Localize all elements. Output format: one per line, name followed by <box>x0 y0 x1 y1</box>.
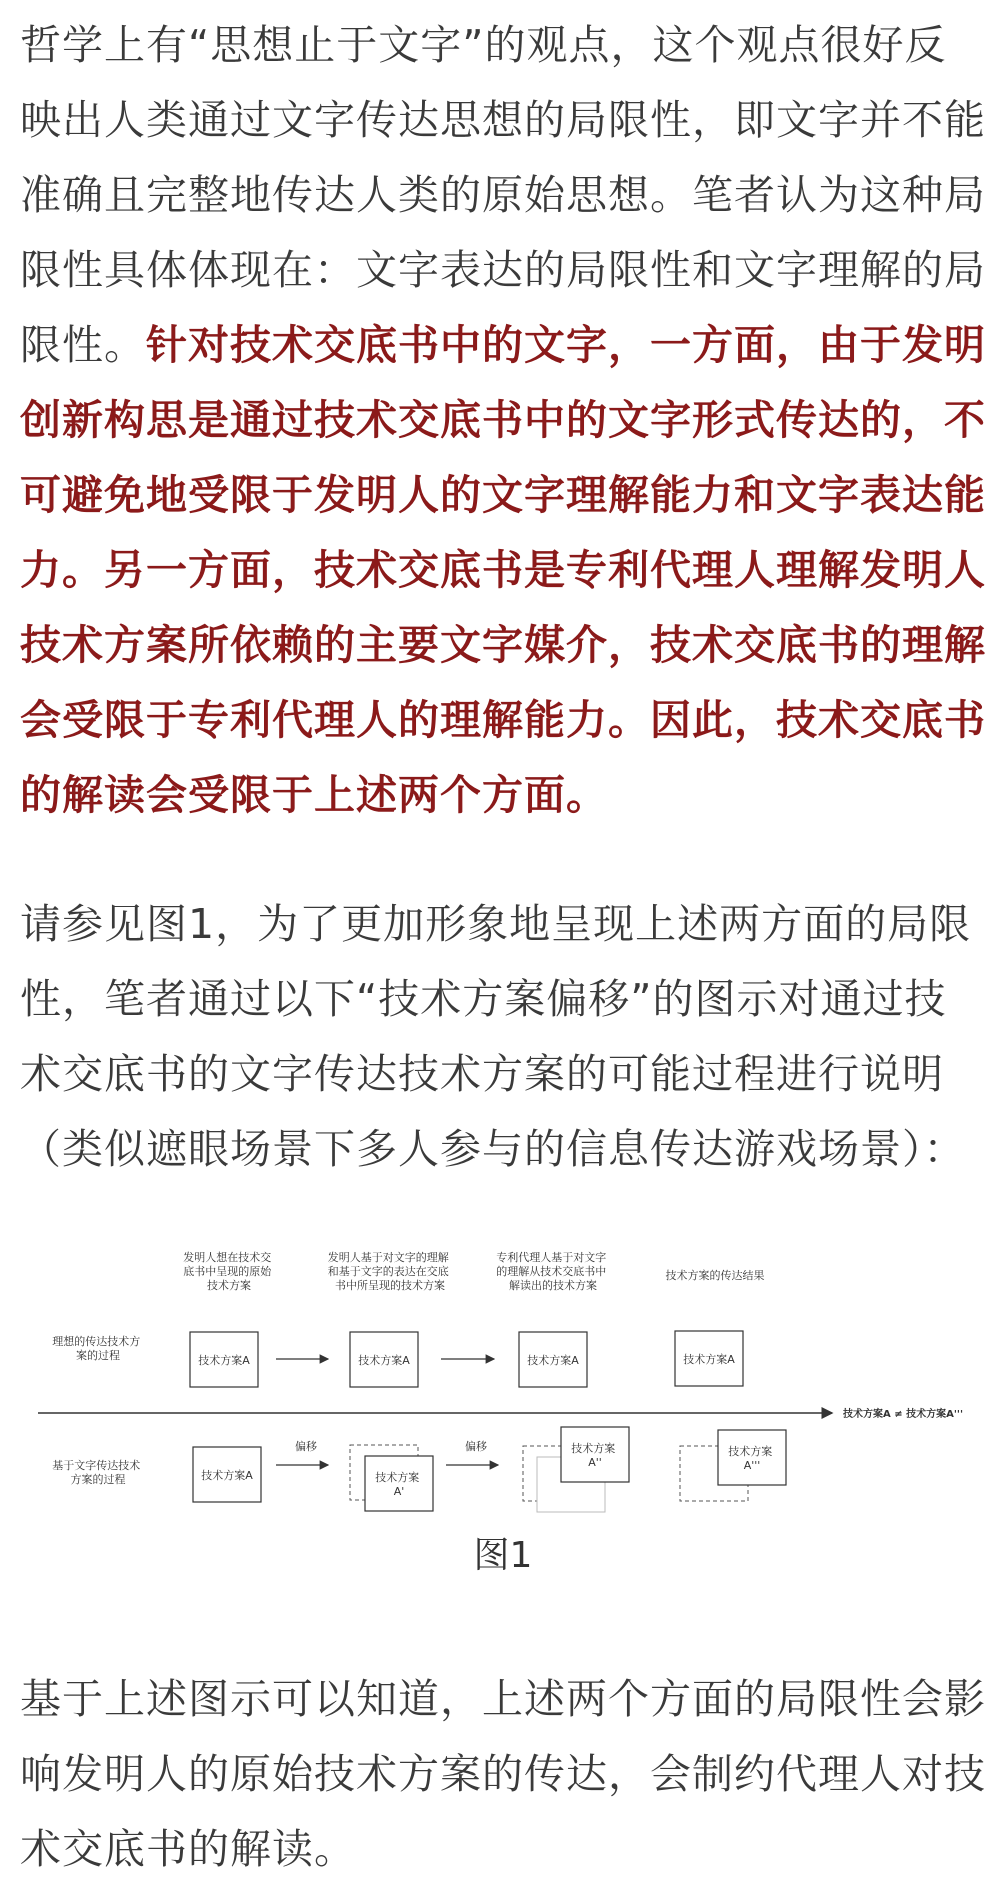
ideal-box-2: 技术方案A <box>358 1354 410 1367</box>
paragraph-limitations <box>20 8 988 833</box>
row-labels <box>52 1334 144 1486</box>
text-box-2: 技术方案 A' <box>375 1471 420 1498</box>
text-box-1: 技术方案A <box>201 1469 253 1482</box>
column-header-2: 发明人基于对文字的理解 和基于文字的表达在交底 书中所呈现的技术方案 <box>327 1251 449 1292</box>
text-based-row <box>193 1427 786 1512</box>
column-header-3: 专利代理人基于对文字 的理解从技术交底书中 解读出的技术方案 <box>496 1251 607 1292</box>
row-label-ideal: 理想的传达技术方 案的过程 <box>52 1335 141 1362</box>
column-headers <box>183 1250 764 1292</box>
column-header-1: 发明人想在技术交 底书中呈现的原始 技术方案 <box>183 1251 272 1292</box>
paragraph-limitations-normal: 哲学上有“思想止于文字”的观点，这个观点很好反映出人类通过文字传达思想的局限性，即文字并不能准确且完整地传达人类的原始思想。笔者认为这种局限性具体体现在：文字表达的局限性和文字理解的局限性。 <box>20 21 986 369</box>
ideal-box-4: 技术方案A <box>683 1353 735 1366</box>
figure-caption: 图1 <box>473 1535 533 1576</box>
ideal-box-1: 技术方案A <box>198 1354 250 1367</box>
axis-result-label: 技术方案A ≠ 技术方案A''' <box>843 1409 964 1420</box>
shift-label-2: 偏移 <box>465 1440 487 1453</box>
paragraph-conclusion: 基于上述图示可以知道，上述两个方面的局限性会影响发明人的原始技术方案的传达，会制约代理人对技术交底书的解读。 <box>20 1675 986 1873</box>
shift-label-1: 偏移 <box>295 1440 317 1453</box>
ideal-row <box>190 1331 743 1387</box>
text-box-3: 技术方案 A'' <box>571 1442 616 1469</box>
technical-solution-shift-diagram <box>0 1245 1006 1575</box>
text-box-4: 技术方案 A''' <box>728 1445 773 1472</box>
figure-1 <box>0 1245 1006 1575</box>
paragraph-figure-intro: 请参见图1，为了更加形象地呈现上述两方面的局限性，笔者通过以下“技术方案偏移”的图示对通过技术交底书的文字传达技术方案的可能过程进行说明（类似遮眼场景下多人参与的信息传达游戏场景）： <box>20 900 972 1173</box>
row-label-text-based: 基于文字传达技术 方案的过程 <box>52 1459 141 1486</box>
column-header-4: 技术方案的传达结果 <box>665 1269 765 1282</box>
ideal-box-3: 技术方案A <box>527 1354 579 1367</box>
paragraph-limitations-emphasis: 针对技术交底书中的文字，一方面，由于发明创新构思是通过技术交底书中的文字形式传达的，不可避免地受限于发明人的文字理解能力和文字表达能力。另一方面，技术交底书是专利代理人理解发明人技术方案所依赖的主要文字媒介，技术交底书的理解会受限于专利代理人的理解能力。因此，技术交底书的解读会受限于上述两个方面。 <box>20 321 986 819</box>
